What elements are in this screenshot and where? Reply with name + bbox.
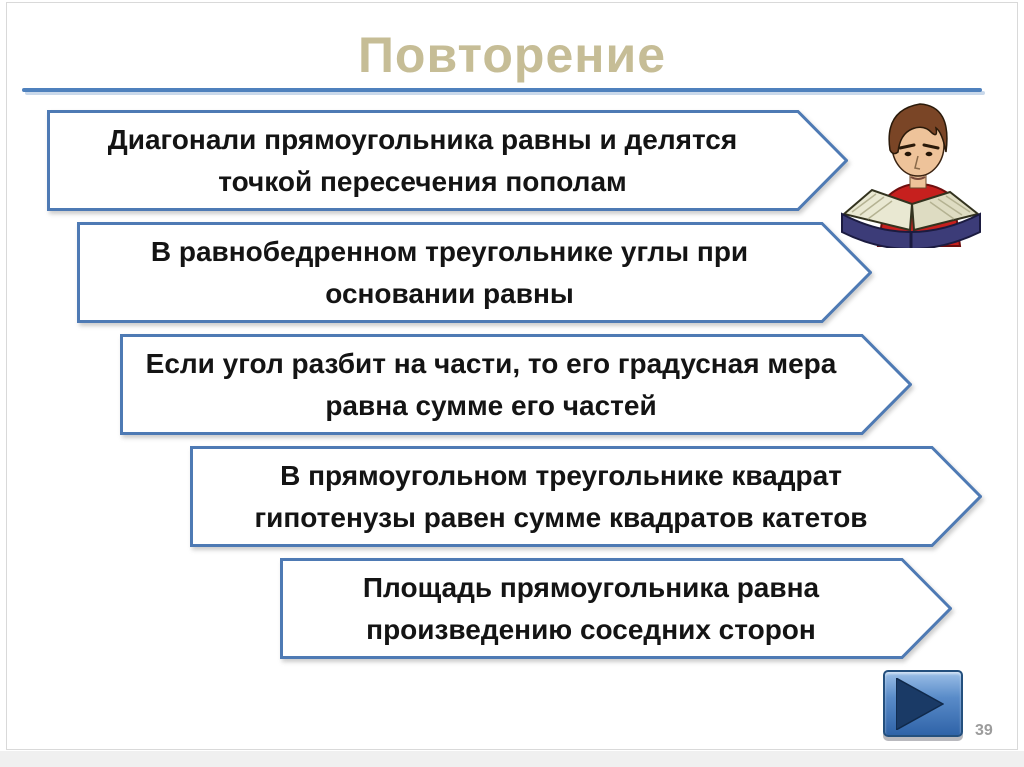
title-underline-rule <box>22 88 982 92</box>
statement-box-3 <box>120 334 912 435</box>
statement-text: В равнобедренном треугольнике углы при основании равны <box>150 235 749 309</box>
next-slide-button[interactable] <box>883 670 963 737</box>
background-strip <box>0 751 1024 767</box>
statement-text: В прямоугольном треугольнике квадрат гипотенузы равен сумме квадратов катетов <box>254 459 868 533</box>
statement-text: Площадь прямоугольника равна произведению соседних сторон <box>362 571 820 645</box>
page-number: 39 <box>975 722 993 739</box>
statement-box-4 <box>190 446 982 547</box>
statement-text: Если угол разбит на части, то его градусная мера равна сумме его частей <box>145 347 837 421</box>
statement-box-1 <box>47 110 848 211</box>
statement-text: Диагонали прямоугольника равны и делятся точкой пересечения пополам <box>107 123 738 197</box>
page-title: Повторение <box>357 27 667 83</box>
play-icon <box>896 678 944 730</box>
statement-box-5 <box>280 558 952 659</box>
statement-box-2 <box>77 222 872 323</box>
